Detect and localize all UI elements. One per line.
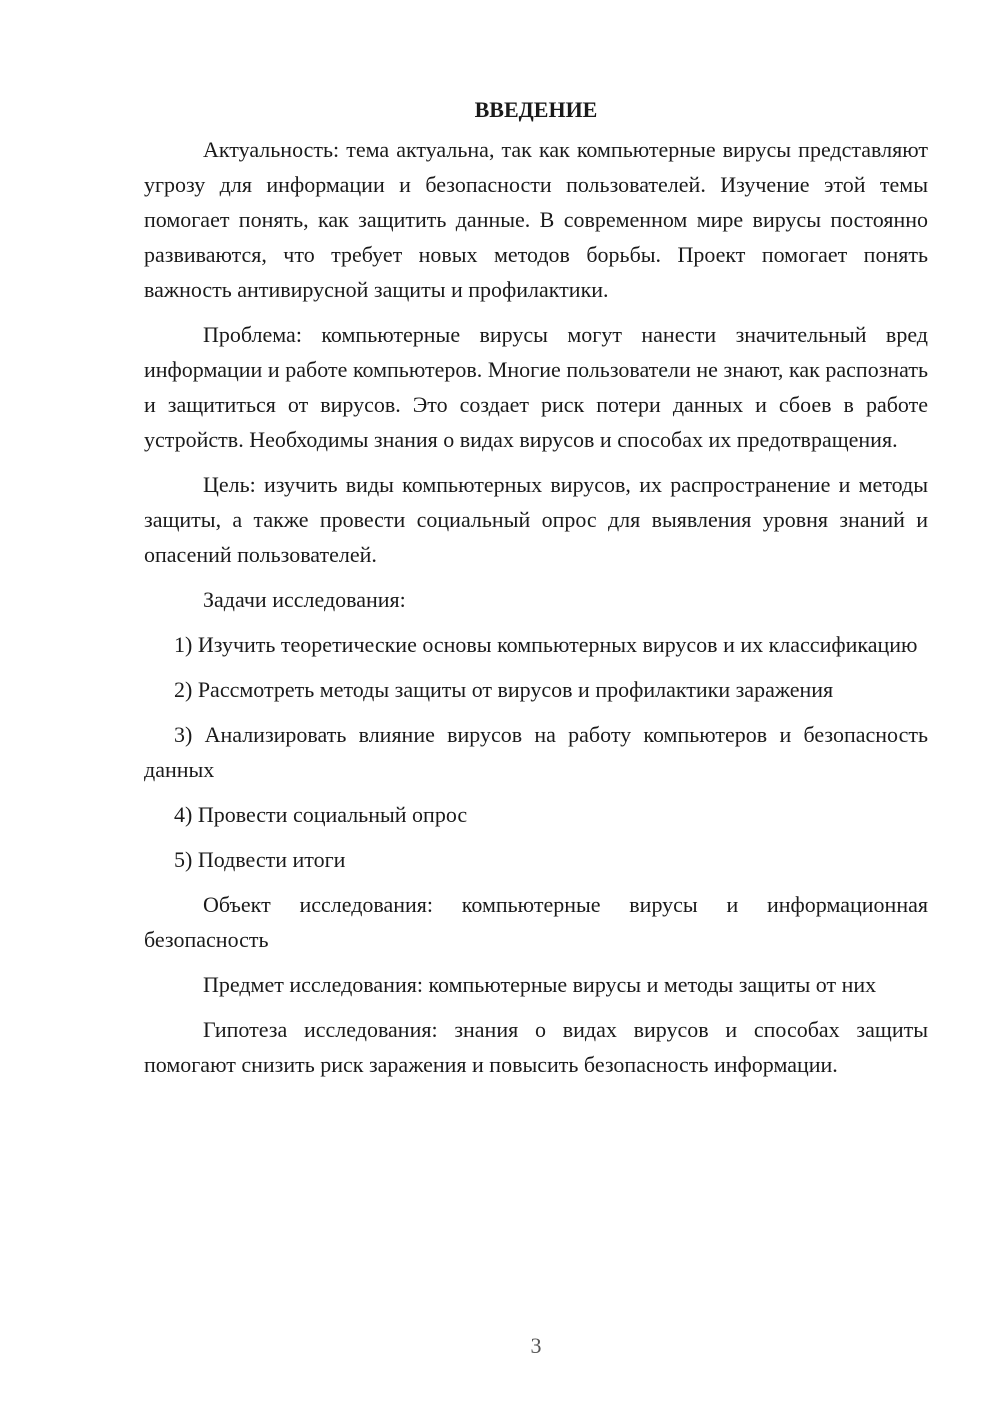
subject-paragraph: Предмет исследования: компьютерные вирусы и методы защиты от них	[203, 972, 877, 997]
tasks-list	[144, 627, 928, 877]
relevance-paragraph: Актуальность: тема актуальна, так как компьютерные вирусы представляют угрозу для информации и безопасности пользователей. Изучение этой темы помогает понять, как защитить данные. В современном мире вирусы постоянно развиваются, что требует новых методов борьбы. Проект помогает понять важность антивирусной защиты и профилактики.	[144, 137, 928, 302]
task-item: 4) Провести социальный опрос	[174, 802, 468, 827]
hypothesis-paragraph: Гипотеза исследования: знания о видах вирусов и способах защиты помогают снизить риск заражения и повысить безопасность информации.	[144, 1017, 928, 1077]
task-item: 2) Рассмотреть методы защиты от вирусов и профилактики заражения	[174, 677, 834, 702]
task-item: 3) Анализировать влияние вирусов на работу компьютеров и безопасность данных	[144, 722, 928, 782]
task-item: 1) Изучить теоретические основы компьютерных вирусов и их классификацию	[174, 632, 918, 657]
document-page	[144, 92, 928, 1092]
section-title: ВВЕДЕНИЕ	[474, 97, 598, 122]
problem-paragraph: Проблема: компьютерные вирусы могут нанести значительный вред информации и работе компьютеров. Многие пользователи не знают, как распознать и защититься от вирусов. Это создает риск потери данных и сбоев в работе устройств. Необходимы знания о видах вирусов и способах их предотвращения.	[144, 322, 928, 452]
task-item: 5) Подвести итоги	[174, 847, 346, 872]
object-paragraph: Объект исследования: компьютерные вирусы и информационная безопасность	[144, 892, 928, 952]
goal-paragraph: Цель: изучить виды компьютерных вирусов, их распространение и методы защиты, а также провести социальный опрос для выявления уровня знаний и опасений пользователей.	[144, 472, 928, 567]
page-number: 3	[530, 1333, 542, 1358]
tasks-heading: Задачи исследования:	[203, 587, 406, 612]
